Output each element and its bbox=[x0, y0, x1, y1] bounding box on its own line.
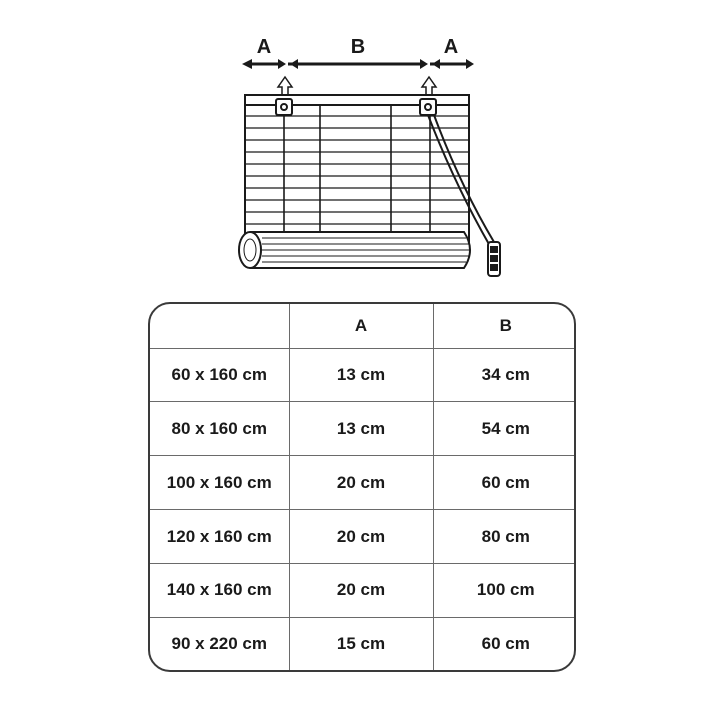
size-cell: 90 x 220 cm bbox=[150, 617, 289, 670]
table-row bbox=[150, 402, 576, 456]
b-cell: 34 cm bbox=[433, 348, 576, 402]
header-a: A bbox=[289, 304, 433, 348]
a-cell: 15 cm bbox=[289, 617, 433, 670]
table-row bbox=[150, 456, 576, 510]
dimension-label-a-right: A bbox=[443, 36, 459, 58]
dimension-label-a-left: A bbox=[256, 36, 272, 58]
a-cell: 13 cm bbox=[289, 402, 433, 456]
a-cell: 20 cm bbox=[289, 564, 433, 618]
table-header-row bbox=[150, 304, 576, 348]
a-cell: 20 cm bbox=[289, 510, 433, 564]
size-cell: 100 x 160 cm bbox=[150, 456, 289, 510]
size-cell: 80 x 160 cm bbox=[150, 402, 289, 456]
table-row bbox=[150, 510, 576, 564]
roller-blind-diagram bbox=[0, 0, 720, 290]
b-cell: 54 cm bbox=[433, 402, 576, 456]
size-cell: 120 x 160 cm bbox=[150, 510, 289, 564]
size-table bbox=[148, 302, 576, 672]
size-cell: 60 x 160 cm bbox=[150, 348, 289, 402]
dimension-label-b: B bbox=[350, 36, 366, 58]
table-row bbox=[150, 617, 576, 670]
header-b: B bbox=[433, 304, 576, 348]
a-cell: 13 cm bbox=[289, 348, 433, 402]
a-cell: 20 cm bbox=[289, 456, 433, 510]
b-cell: 100 cm bbox=[433, 564, 576, 618]
table-row bbox=[150, 348, 576, 402]
header-size bbox=[150, 304, 289, 348]
blind-roll bbox=[239, 232, 470, 268]
b-cell: 60 cm bbox=[433, 617, 576, 670]
cord-handle-icon bbox=[488, 242, 500, 276]
table-row bbox=[150, 564, 576, 618]
size-cell: 140 x 160 cm bbox=[150, 564, 289, 618]
b-cell: 60 cm bbox=[433, 456, 576, 510]
b-cell: 80 cm bbox=[433, 510, 576, 564]
